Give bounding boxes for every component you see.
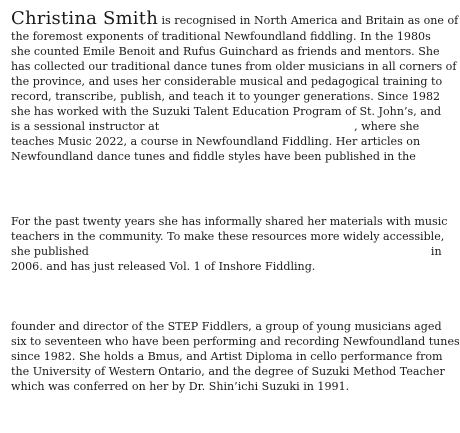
bio-line: 2006. and has just released Vol. 1 of Inshore Fiddling. xyxy=(11,260,316,273)
bio-line: she has worked with the Suzuki Talent Education Program of St. John’s, and xyxy=(11,105,442,118)
bio-text: is a sessional instructor at xyxy=(11,120,160,133)
bio-line: teachers in the community. To make these resources more widely accessible, xyxy=(11,230,445,243)
bio-line xyxy=(11,10,458,29)
bio-text: in xyxy=(430,245,442,258)
bio-line: six to seventeen who have been performing and recording Newfoundland tunes xyxy=(11,335,460,348)
bio-paragraph-2 xyxy=(11,214,447,274)
bio-line: has collected our traditional dance tunes from older musicians in all corners of xyxy=(11,60,457,73)
bio-line: founder and director of the STEP Fiddlers, a group of young musicians aged xyxy=(11,320,442,333)
bio-text: , where she xyxy=(354,120,420,133)
bio-line: which was conferred on her by Dr. Shin’ichi Suzuki in 1991. xyxy=(11,380,350,393)
bio-line: Newfoundland dance tunes and fiddle styles have been published in the xyxy=(11,150,416,163)
bio-line xyxy=(11,119,458,134)
bio-paragraph-1 xyxy=(11,10,458,164)
bio-line xyxy=(11,244,447,259)
bio-line: teaches Music 2022, a course in Newfoundland Fiddling. Her articles on xyxy=(11,135,421,148)
person-name: Christina Smith xyxy=(11,8,158,29)
bio-line: the University of Western Ontario, and the degree of Suzuki Method Teacher xyxy=(11,365,445,378)
bio-line: For the past twenty years she has informally shared her materials with music xyxy=(11,215,448,228)
bio-paragraph-3 xyxy=(11,319,460,394)
bio-line: record, transcribe, publish, and teach it to younger generations. Since 1982 xyxy=(11,90,441,103)
bio-line: since 1982. She holds a Bmus, and Artist Diploma in cello performance from xyxy=(11,350,443,363)
bio-line: the foremost exponents of traditional Newfoundland fiddling. In the 1980s xyxy=(11,30,431,43)
bio-text: is recognised in North America and Britain as one of xyxy=(157,14,459,27)
bio-text: she published xyxy=(11,245,89,258)
bio-line: she counted Emile Benoit and Rufus Guinchard as friends and mentors. She xyxy=(11,45,440,58)
bio-line: the province, and uses her considerable musical and pedagogical training to xyxy=(11,75,443,88)
